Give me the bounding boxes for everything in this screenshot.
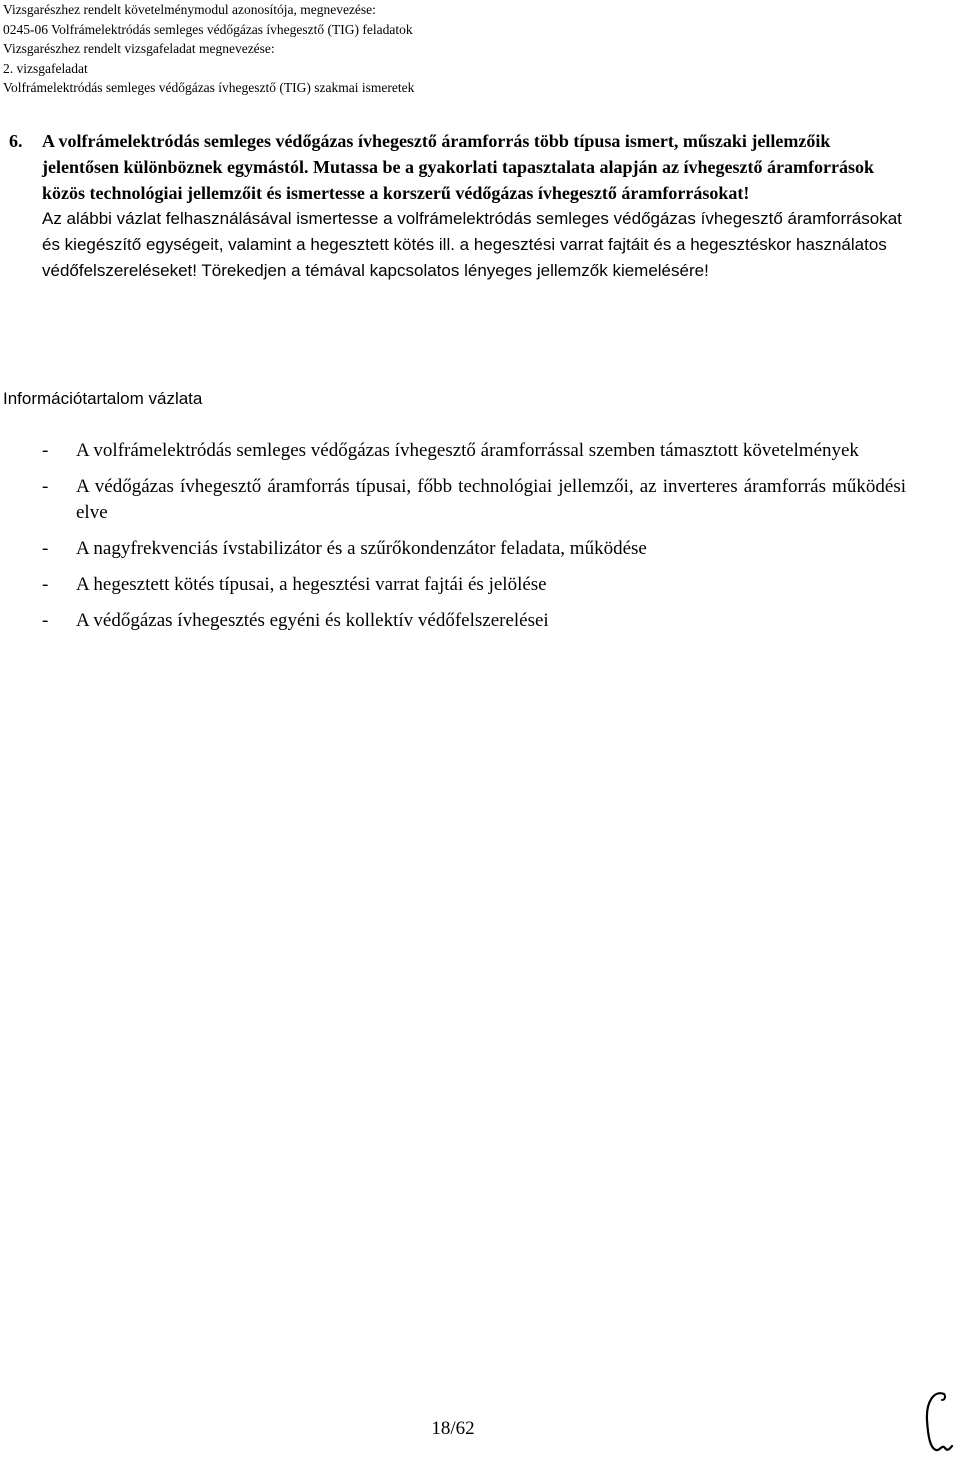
outline-title: Információtartalom vázlata (3, 389, 203, 408)
task-description: Az alábbi vázlat felhasználásával ismertesse a volfrámelektródás semleges védőgázas ívhegesztő áramforrásokat és kiegészítő egységeit, valamint a hegesztett kötés ill. a hegesztési varrat fajtáit és a hegesztéskor használatos védőfelszereléseket! Törekedjen a témával kapcsolatos lényeges jellemzők kiemelésére! (42, 209, 902, 280)
list-dash: - (42, 574, 49, 595)
header-line: Vizsgarészhez rendelt vizsgafeladat megnevezése: (3, 41, 275, 56)
list-item-text: A nagyfrekvenciás ívstabilizátor és a szűrőkondenzátor feladata, működése (76, 538, 647, 559)
list-item-text: A védőgázas ívhegesztés egyéni és kollektív védőfelszerelései (76, 610, 549, 631)
list-item-text: A hegesztett kötés típusai, a hegesztési varrat fajtái és jelölése (76, 574, 547, 595)
outline-list (42, 438, 906, 634)
header-line: Volfrámelektródás semleges védőgázas ívhegesztő (TIG) szakmai ismeretek (3, 80, 415, 95)
signature-mark (918, 1388, 956, 1458)
task-number: 6. (9, 131, 23, 151)
page-number: 18/62 (431, 1418, 475, 1439)
header-line: Vizsgarészhez rendelt követelménymodul azonosítója, megnevezése: (3, 2, 376, 17)
list-item (42, 608, 906, 634)
list-item (42, 474, 906, 526)
list-item-text: A védőgázas ívhegesztő áramforrás típusai, főbb technológiai jellemzői, az inverteres áramforrás működési elve (76, 476, 906, 523)
list-item-text: A volfrámelektródás semleges védőgázas ívhegesztő áramforrással szemben támasztott követelmények (76, 440, 859, 461)
list-item (42, 438, 906, 464)
task-title: A volfrámelektródás semleges védőgázas ívhegesztő áramforrás több típusa ismert, műszaki jellemzőik jelentősen különböznek egymástól. Mutassa be a gyakorlati tapasztalata alapján az ívhegesztő áramforrások közös technológiai jellemzőit és ismertesse a korszerű védőgázas ívhegesztő áramforrásokat! (42, 131, 874, 203)
list-item (42, 572, 906, 598)
list-item (42, 536, 906, 562)
list-dash: - (42, 440, 49, 461)
header-line: 0245-06 Volfrámelektródás semleges védőgázas ívhegesztő (TIG) feladatok (3, 21, 413, 37)
list-dash: - (42, 538, 49, 559)
header-line: 2. vizsgafeladat (3, 60, 88, 76)
list-dash: - (42, 610, 49, 631)
task-section (9, 128, 909, 284)
task-body (42, 128, 909, 284)
list-dash: - (42, 476, 49, 497)
document-header (3, 0, 414, 98)
